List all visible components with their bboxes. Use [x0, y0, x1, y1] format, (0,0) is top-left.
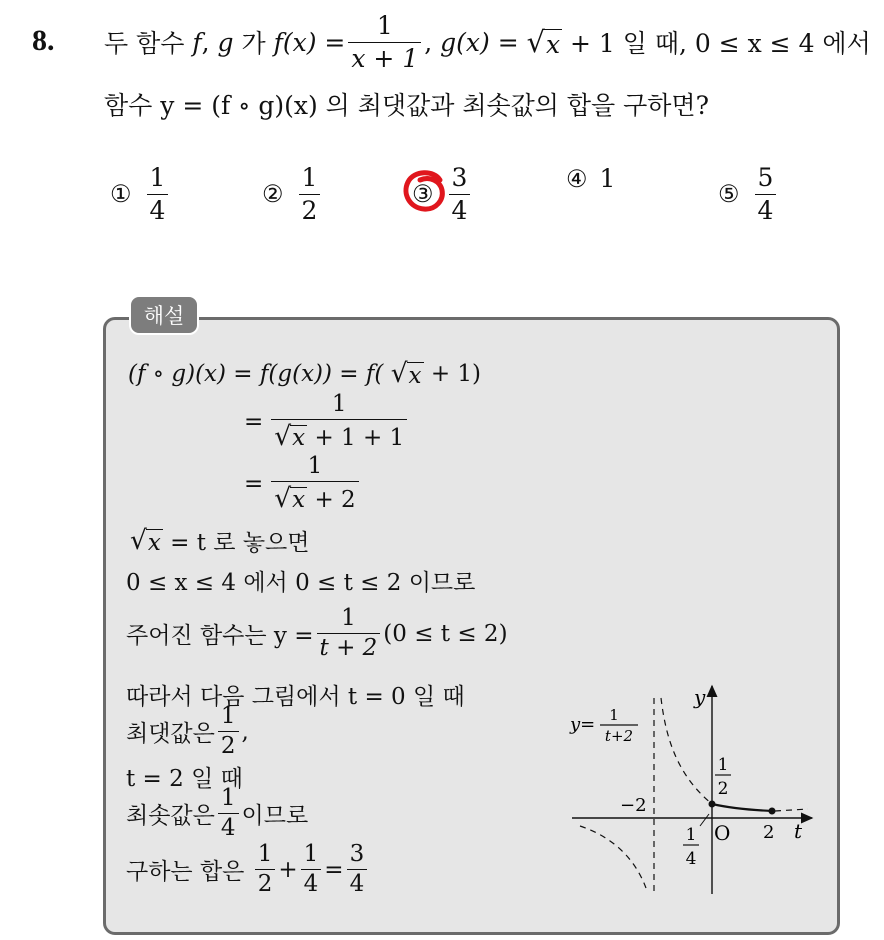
choice-5-mark: ⑤	[718, 180, 740, 208]
sub-radicand: x	[147, 530, 161, 556]
f-definition-lhs: f(x) =	[273, 27, 346, 57]
sum-b-numerator: 1	[303, 841, 319, 867]
function-graph	[560, 680, 820, 900]
quarter-leader	[700, 814, 709, 826]
two-label: 2	[763, 822, 775, 843]
t-axis-label: t	[794, 819, 803, 843]
choice-1-numerator: 1	[149, 163, 166, 192]
hyperbola-left-branch	[580, 826, 646, 888]
g-definition-rest: + 1 일 때, 0 ≤ x ≤ 4 에서	[570, 29, 871, 58]
eq1-sqrt: √ x	[390, 358, 422, 389]
half-denominator: 2	[717, 779, 729, 799]
choice-5-numerator: 5	[757, 163, 774, 192]
solution-therefore: 따라서 다음 그림에서 t = 0 일 때	[126, 684, 465, 710]
origin-label: O	[714, 821, 731, 845]
eq3-equals: =	[244, 470, 264, 497]
choice-3-denominator: 4	[449, 194, 471, 225]
point-t0	[709, 801, 716, 808]
max-post: ,	[241, 718, 249, 745]
f-fraction-denominator: x + 1	[348, 42, 421, 73]
quarter-denominator: 4	[685, 849, 697, 869]
choice-4-mark: ④	[566, 164, 588, 193]
max-pre: 최댓값은	[126, 721, 215, 748]
choice-2-denominator: 2	[299, 194, 321, 225]
sub-rest: = t 로 놓으면	[170, 530, 310, 556]
choice-1[interactable]	[110, 164, 171, 224]
given-post: (0 ≤ t ≤ 2)	[383, 620, 508, 647]
question-intro: 두 함수	[104, 29, 185, 58]
half-numerator: 1	[717, 755, 729, 775]
max-denominator: 2	[218, 731, 239, 759]
eq2-numerator: 1	[331, 391, 347, 417]
choice-4-value: 1	[599, 164, 616, 193]
solution-eq-3	[244, 454, 362, 514]
quarter-numerator: 1	[685, 825, 697, 845]
particle-ga: 가	[241, 29, 266, 58]
g-sqrt-radicand: x	[545, 30, 561, 59]
choice-2-numerator: 1	[301, 163, 318, 192]
eq2-equals: =	[244, 408, 264, 435]
choice-2-mark: ②	[262, 180, 284, 208]
sum-c-denominator: 4	[347, 869, 368, 897]
solution-range: 0 ≤ x ≤ 4 에서 0 ≤ t ≤ 2 이므로	[126, 570, 476, 596]
g-definition-lhs: g(x) =	[440, 27, 519, 57]
point-t2	[769, 808, 776, 815]
solution-eq-2	[244, 392, 410, 452]
given-pre: 주어진 함수는 y =	[126, 623, 314, 650]
eq2-denominator-rest: + 1 + 1	[314, 425, 405, 452]
question-line-1	[104, 12, 871, 72]
choice-4[interactable]	[566, 164, 615, 193]
var-f: f	[192, 27, 202, 57]
max-numerator: 1	[220, 703, 236, 729]
choice-1-mark: ①	[110, 180, 132, 208]
choice-3-numerator: 3	[451, 163, 468, 192]
sum-equals: =	[324, 856, 344, 883]
answer-circle-icon	[400, 166, 450, 216]
var-g: g	[217, 27, 234, 57]
func-label-denominator: t+2	[604, 727, 634, 745]
neg-two-label: −2	[620, 795, 647, 816]
sum-b-denominator: 4	[301, 869, 322, 897]
sum-plus: +	[278, 856, 298, 883]
min-numerator: 1	[220, 785, 236, 811]
given-numerator: 1	[341, 605, 356, 631]
eq1-lhs: (f ∘ g)(x) = f(g(x)) = f(	[128, 360, 384, 387]
eq3-denominator: √ x + 2	[271, 481, 358, 513]
choice-3-mark: ③	[412, 180, 434, 208]
question-line-2: 함수 y = (f ∘ g)(x) 의 최댓값과 최솟값의 합을 구하면?	[104, 91, 709, 120]
f-fraction	[348, 12, 421, 72]
func-label-numerator: 1	[609, 706, 619, 724]
eq2-radicand: x	[292, 425, 306, 452]
min-post: 이므로	[241, 803, 309, 830]
eq3-numerator: 1	[307, 453, 323, 479]
solution-max	[126, 704, 249, 760]
choice-1-denominator: 4	[147, 194, 169, 225]
solution-t2: t = 2 일 때	[126, 766, 243, 792]
choice-5-denominator: 4	[755, 194, 777, 225]
eq1-radicand: x	[408, 363, 422, 389]
choice-2[interactable]	[262, 164, 323, 224]
eq3-denominator-rest: + 2	[314, 487, 356, 514]
question-number: 8.	[32, 24, 55, 57]
min-pre: 최솟값은	[126, 803, 215, 830]
solution-min	[126, 786, 308, 842]
f-fraction-numerator: 1	[376, 11, 393, 40]
sum-a-numerator: 1	[257, 841, 273, 867]
func-label: y=	[570, 714, 596, 735]
comma: ,	[201, 27, 210, 57]
given-denominator: t + 2	[317, 633, 381, 661]
choice-5[interactable]	[718, 164, 779, 224]
sum-pre: 구하는 합은	[126, 859, 245, 886]
solution-substitution: √ x = t 로 놓으면	[130, 525, 310, 556]
horizontal-dash	[775, 809, 808, 811]
eq2-denominator: √ x + 1 + 1	[271, 419, 407, 451]
comma-2: ,	[424, 27, 433, 57]
eq1-end: + 1)	[430, 360, 482, 387]
eq3-radicand: x	[292, 487, 306, 514]
sum-a-denominator: 2	[255, 869, 276, 897]
solution-tag: 해설	[129, 295, 199, 335]
solution-given-function	[126, 606, 508, 662]
y-axis-label: y	[694, 685, 706, 709]
sum-c-numerator: 3	[349, 841, 365, 867]
min-denominator: 4	[218, 813, 239, 841]
solution-sum	[126, 842, 370, 898]
g-sqrt: √ x	[526, 25, 561, 59]
hyperbola-right-branch	[661, 698, 712, 804]
graph-domain-segment	[712, 804, 772, 811]
solution-eq-1	[128, 358, 481, 389]
